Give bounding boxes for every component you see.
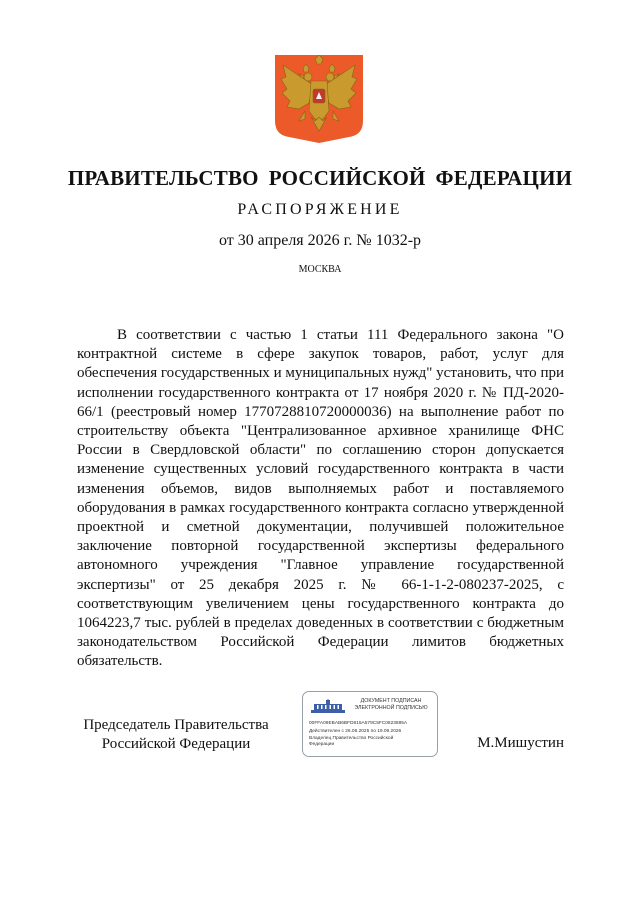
signatory-position-line: Председатель Правительства: [83, 717, 269, 733]
document-city: МОСКВА: [298, 264, 342, 275]
certificate-number: 00FFA09EBAB6BFD815A579C5FC0823885A: [309, 721, 408, 726]
org-word: ФЕДЕРАЦИИ: [435, 166, 573, 190]
signatory-name: М.Мишустин: [477, 735, 564, 751]
government-building-icon: [311, 699, 345, 713]
certificate-owner: Владелец Правительство Российской: [309, 736, 394, 741]
certificate-validity: Действителен с 26.06.2025 по 19.09.2026: [309, 729, 402, 734]
org-word: ПРАВИТЕЛЬСТВО: [67, 166, 259, 190]
stamp-title-line: ДОКУМЕНТ ПОДПИСАН: [360, 698, 422, 704]
certificate-owner: Федерации: [309, 742, 335, 747]
coat-of-arms-icon: [275, 55, 363, 143]
electronic-signature-stamp: [302, 691, 438, 757]
document-type: РАСПОРЯЖЕНИЕ: [237, 201, 403, 218]
organization-title: [0, 166, 640, 191]
order-text: В соответствии с частью 1 статьи 111 Федерального закона "О контрактной системе в сфере закупок товаров, работ, услуг для обеспечения государственных и муниципальных нужд" установить, что при исполнении государственного контракта от 17 ноября 2020 г. № ПД-2020-66/1 (реестровый номер 1770728810720000036) на выполнение работ по строительству объекта "Централизованное архивное хранилище ФНС России в Свердловской области" по соглашению сторон допускается изменение существенных условий государственного контракта в части изменения объемов, видов выполняемых работ и поставляемого оборудования в рамках государственного контракта согласно утвержденной проектной и сметной документации, получившей положительное заключение повторной государственной экспертизы федерального автономного учреждения "Главное управление государственной экспертизы" от 25 декабря 2025 г. № 66-1-1-2-080237-2025, с соответствующим увеличением цены государственного контракта до 1064223,7 тыс. рублей в пределах доведенных в соответствии с бюджетным законодательством Российской Федерации лимитов бюджетных обязательств.: [77, 327, 564, 670]
signatory-position: [76, 716, 276, 754]
stamp-title-line: ЭЛЕКТРОННОЙ ПОДПИСЬЮ: [354, 705, 428, 711]
document-date-number: от 30 апреля 2026 г. № 1032-р: [218, 232, 422, 249]
signatory-position-line: Российской Федерации: [101, 736, 251, 752]
stamp-title: [347, 698, 435, 712]
org-word: РОССИЙСКОЙ: [268, 166, 426, 190]
